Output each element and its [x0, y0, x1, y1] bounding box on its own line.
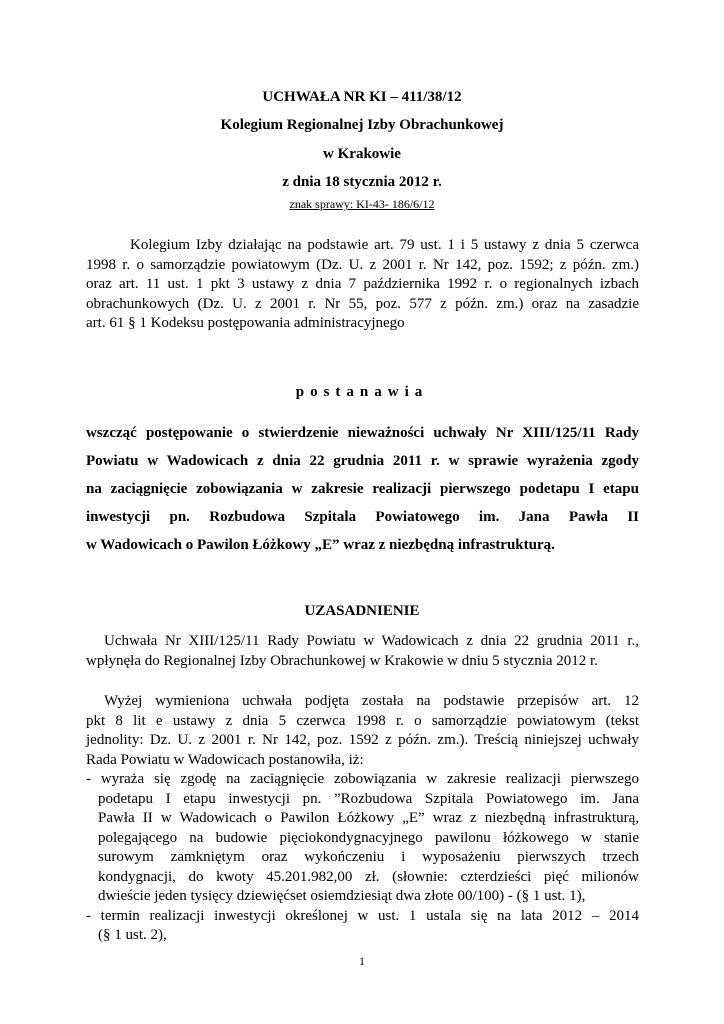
case-reference: znak sprawy: KI-43- 186/6/12 [289, 197, 435, 211]
justification-line: Wyżej wymieniona uchwała podjęta została na podstawie przepisów art. 12 [104, 693, 639, 709]
justification-line: Uchwała Nr XIII/125/11 Rady Powiatu w Wadowicach z dnia 22 grudnia 2011 r., [104, 633, 639, 649]
decision-line: wszcząć postępowanie o stwierdzenie nieważności uchwały Nr XIII/125/11 Rady [86, 425, 639, 441]
bullet-line: dwieście jeden tysięcy dziewięćset osiemdziesiąt dwa złote 00/100) - (§ 1 ust. 1), [98, 888, 586, 904]
decision-line: na zaciągnięcie zobowiązania w zakresie realizacji pierwszego podetapu I etapu [86, 481, 639, 497]
justification-line: wpłynęła do Regionalnej Izby Obrachunkowej w Krakowie w dniu 5 stycznia 2012 r. [86, 652, 598, 669]
justification-line: jednolity: Dz. U. z 2001 r. Nr 142, poz. 1592 z późn. zm.). Treścią niniejszej uchwały [86, 732, 639, 748]
issuing-city: w Krakowie [323, 146, 401, 162]
bullet-line: kondygnacji, do kwoty 45.201.982,00 zł. (słownie: czterdzieści pięć milionów [98, 868, 639, 885]
bullet-line: podetapu I etapu inwestycji pn. ”Rozbudowa Szpitala Powiatowego im. Jana [98, 790, 639, 807]
bullet-line: - termin realizacji inwestycji określonej w ust. 1 ustala się na lata 2012 – 2014 [86, 907, 639, 924]
justification-paragraph-2 [86, 692, 639, 770]
bullet-line: (§ 1 ust. 2), [98, 927, 167, 943]
issuing-body: Kolegium Regionalnej Izby Obrachunkowej [220, 117, 504, 133]
bullet-line: polegającego na budowie pięciokondygnacyjnego pawilonu łóżkowego w stanie [98, 829, 639, 846]
page-number: 1 [359, 954, 365, 968]
bullet-line: surowym zamkniętym oraz wykończeniu i wyposażeniu pierwszych trzech [98, 849, 639, 865]
justification-heading: UZASADNIENIE [304, 603, 420, 619]
preamble-line: Kolegium Izby działając na podstawie art. 79 ust. 1 i 5 ustawy z dnia 5 czerwca [130, 237, 639, 253]
bullet-list [86, 770, 639, 946]
justification-line: pkt 8 lit e ustawy z dnia 5 czerwca 1998 r. o samorządzie powiatowym (tekst [86, 712, 639, 729]
justification-line: Rada Powiatu w Wadowicach postanowiła, iż: [86, 751, 364, 768]
bullet-line: Pawła II w Wadowicach o Pawilon Łóżkowy „E” wraz z niezbędną infrastrukturą, [98, 810, 639, 826]
decision-line: Powiatu w Wadowicach z dnia 22 grudnia 2011 r. w sprawie wyrażenia zgody [86, 453, 639, 469]
preamble [86, 236, 639, 334]
decision [86, 419, 639, 559]
preamble-line: obrachunkowych (Dz. U. z 2001 r. Nr 55, poz. 577 z późn. zm.) oraz na zasadzie [86, 295, 639, 312]
decree-word: postanawia [295, 384, 429, 400]
resolution-title: UCHWAŁA NR KI – 411/38/12 [262, 89, 462, 105]
resolution-date: z dnia 18 stycznia 2012 r. [282, 174, 442, 190]
preamble-line: 1998 r. o samorządzie powiatowym (Dz. U. z 2001 r. Nr 142, poz. 1592; z późn. zm.) [86, 256, 639, 273]
preamble-line: art. 61 § 1 Kodeksu postępowania administracyjnego [86, 315, 405, 331]
justification-paragraph-1 [86, 632, 639, 671]
bullet-line: - wyraża się zgodę na zaciągnięcie zobowiązania w zakresie realizacji pierwszego [86, 771, 639, 787]
preamble-line: oraz art. 11 ust. 1 pkt 3 ustawy z dnia 7 października 1992 r. o regionalnych izbach [86, 276, 639, 292]
decision-line: inwestycji pn. Rozbudowa Szpitala Powiatowego im. Jana Pawła II [86, 509, 639, 525]
decision-line: w Wadowicach o Pawilon Łóżkowy „E” wraz z niezbędną infrastrukturą. [86, 537, 555, 553]
